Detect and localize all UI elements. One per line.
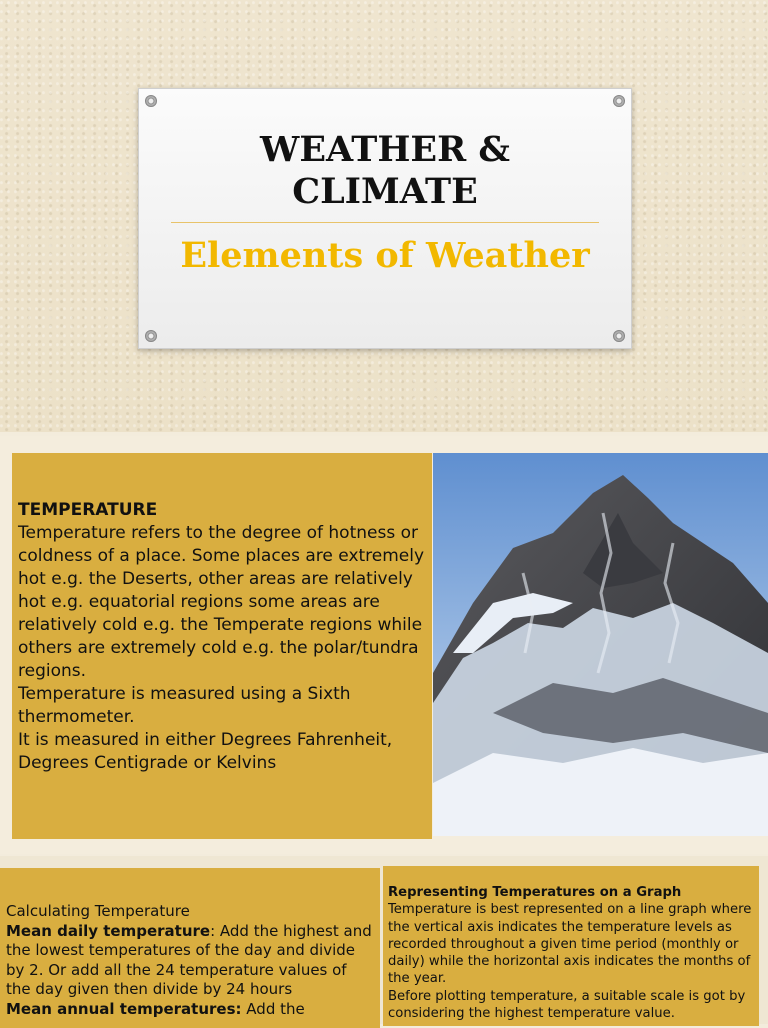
paragraph: Temperature refers to the degree of hotness or coldness of a place. Some places are extremely hot e.g. the Deserts, other areas are relatively hot e.g. equatorial regions some areas are relatively cold e.g. the Temperate regions while others are extremely cold e.g. the polar/tundra regions. <box>18 523 425 681</box>
panel-title: Representing Temperatures on a Graph <box>388 885 682 900</box>
title-line-1: WEATHER & <box>260 129 510 170</box>
slide-subtitle: Elements of Weather <box>180 235 590 276</box>
mountain-image <box>433 453 768 836</box>
temperature-text-panel <box>12 453 432 839</box>
term-label: Mean annual temperatures: <box>6 999 242 1018</box>
term-text: Add the <box>241 999 305 1018</box>
term-label: Mean daily temperature <box>6 921 211 940</box>
calculating-temperature-panel <box>0 868 380 1028</box>
section-heading: TEMPERATURE <box>18 500 158 520</box>
title-slide <box>0 0 768 432</box>
calculation-slide <box>0 856 768 1024</box>
paragraph: Temperature is measured using a Sixth thermometer. <box>18 684 351 727</box>
paragraph: Temperature is best represented on a line graph where the vertical axis indicates the temperature levels as recorded throughout a given time period (monthly or daily) while the horizontal axis indicates the months of the year. <box>388 902 752 987</box>
screw-icon <box>145 95 157 107</box>
paragraph: Before plotting temperature, a suitable scale is got by considering the highest temperature value. <box>388 988 746 1022</box>
graph-panel <box>383 866 759 1026</box>
panel-title: Calculating Temperature <box>6 902 190 920</box>
paragraph: It is measured in either Degrees Fahrenheit, Degrees Centigrade or Kelvins <box>18 730 393 773</box>
slide-title <box>139 129 631 213</box>
screw-icon <box>145 330 157 342</box>
title-card <box>138 88 632 349</box>
term-text: : Add the highest and the lowest temperatures of the day and divide by 2. Or add all the 24 temperature values of the day given then divide by 24 hours <box>6 921 372 998</box>
paragraph <box>6 1000 374 1020</box>
paragraph <box>6 922 374 1000</box>
screw-icon <box>613 330 625 342</box>
temperature-slide <box>0 436 768 854</box>
screw-icon <box>613 95 625 107</box>
title-line-2: CLIMATE <box>292 171 478 212</box>
divider <box>171 222 599 223</box>
